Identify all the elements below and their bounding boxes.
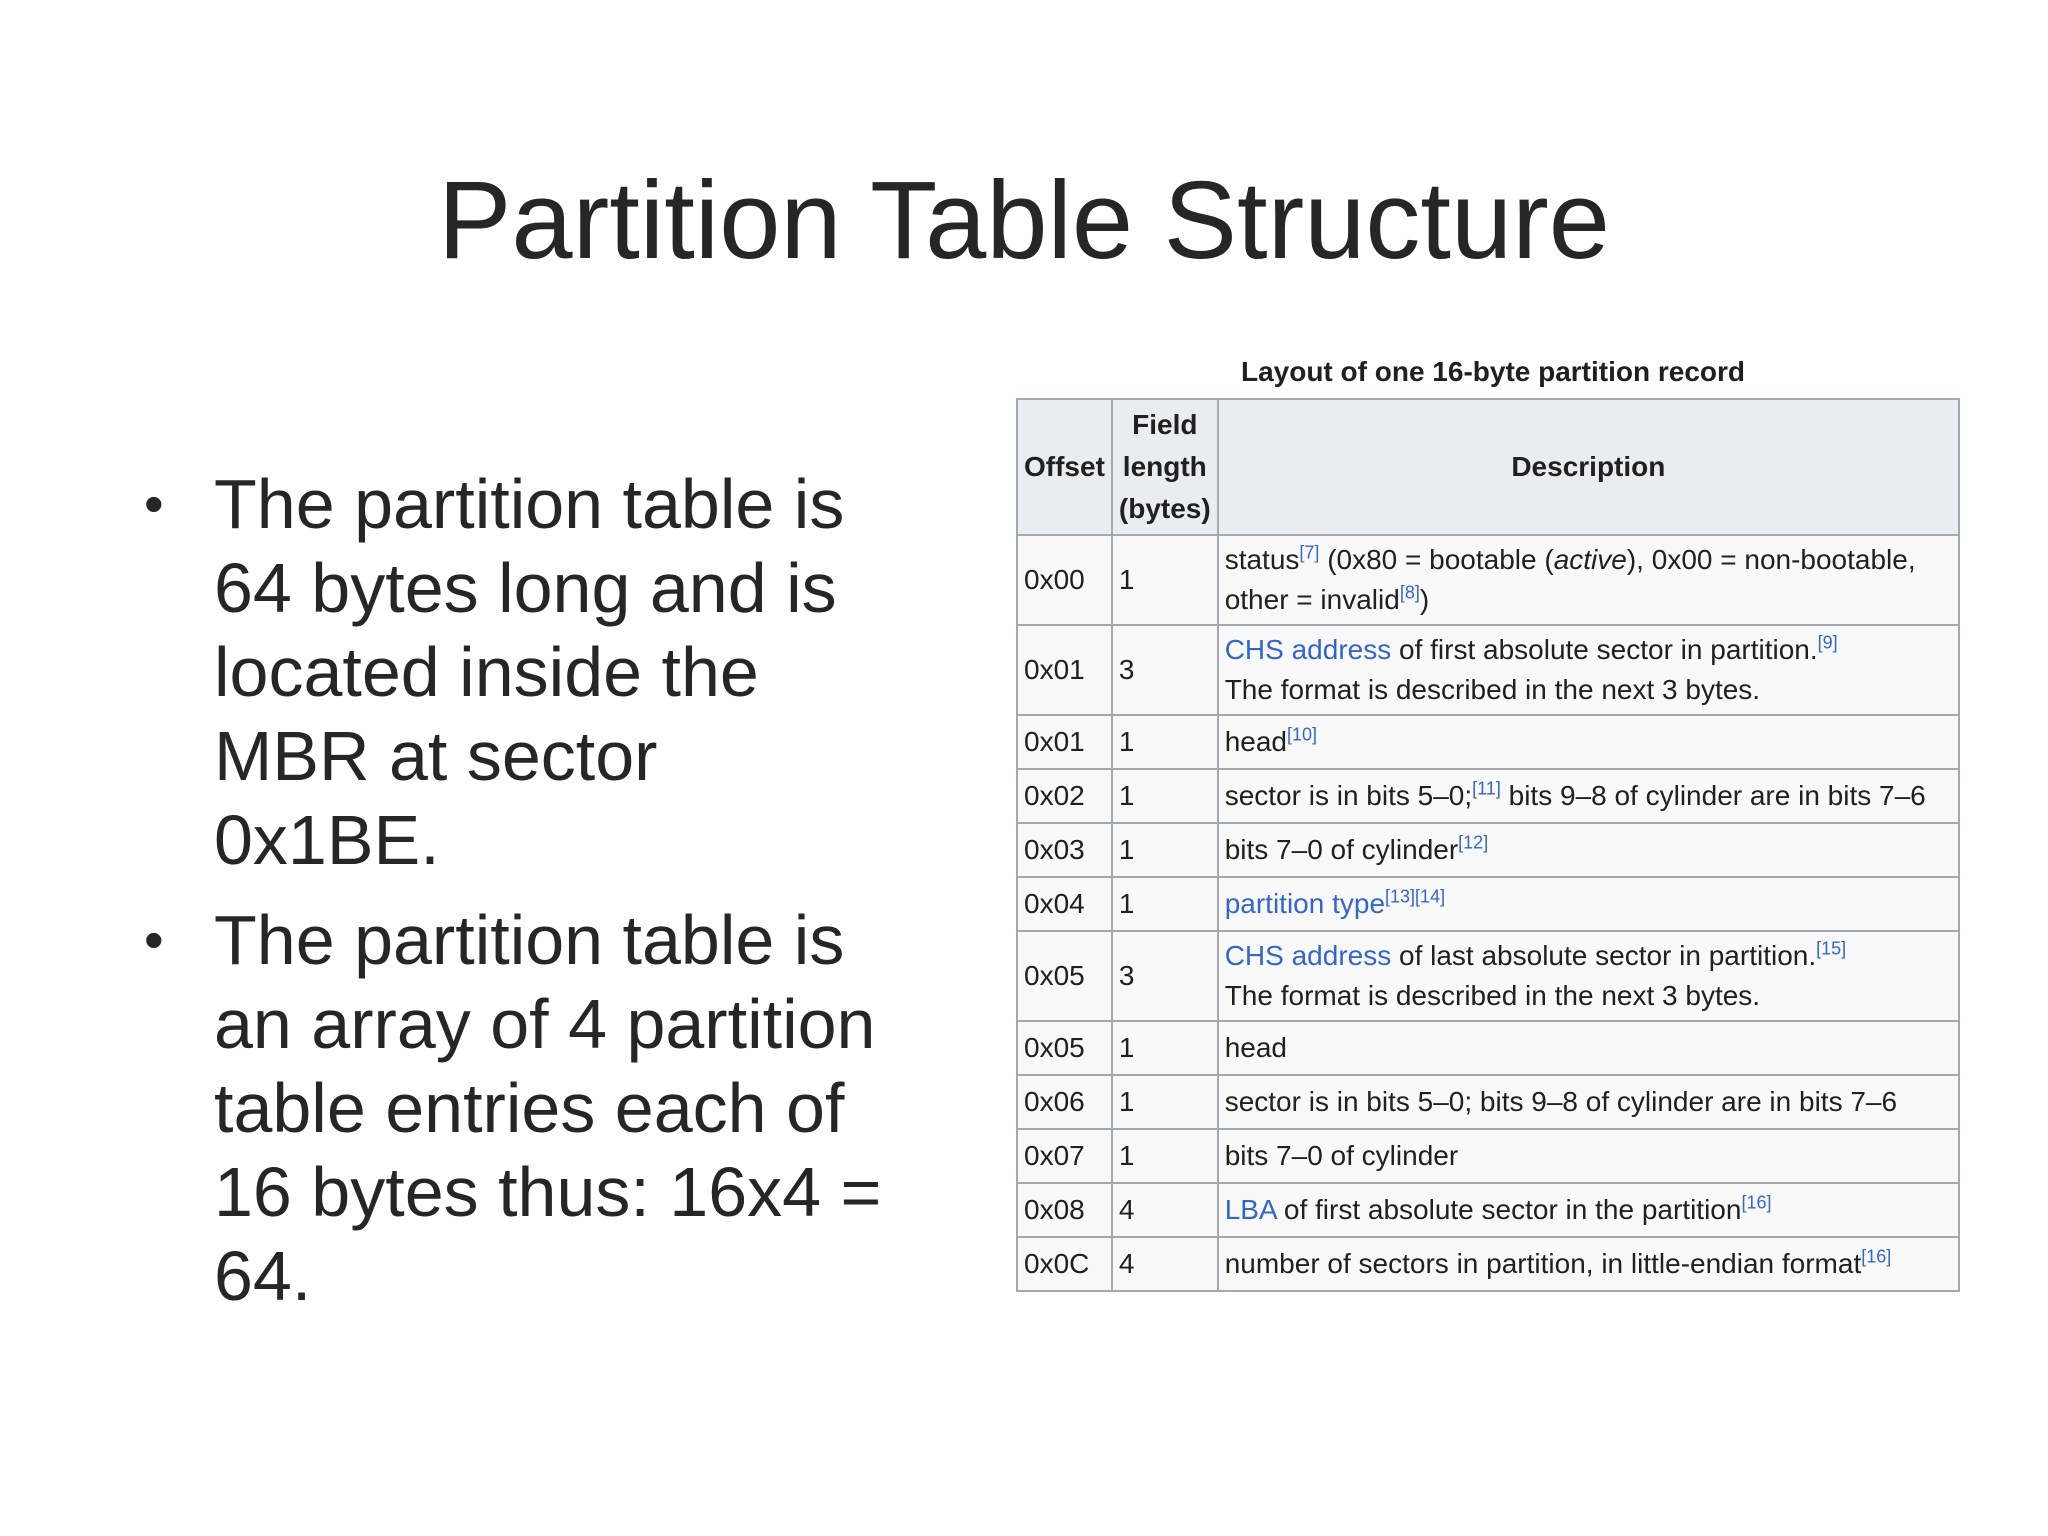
- cell-offset: 0x04: [1017, 877, 1112, 931]
- cell-length: 1: [1112, 769, 1218, 823]
- header-length-line2: length: [1122, 451, 1207, 482]
- citation-link[interactable]: [11]: [1472, 778, 1501, 799]
- desc-text: bits 7–0 of cylinder: [1224, 1140, 1459, 1171]
- cell-offset: 0x01: [1017, 715, 1112, 769]
- table-row: [1017, 1021, 1959, 1075]
- bullet-text: The partition table is 64 bytes long and is located inside the MBR at sector 0x1BE.: [214, 465, 845, 879]
- cell-offset: 0x05: [1017, 931, 1112, 1021]
- cell-offset: 0x07: [1017, 1129, 1112, 1183]
- cell-offset: 0x06: [1017, 1075, 1112, 1129]
- bullet-dot-icon: •: [144, 908, 164, 971]
- cell-length: 1: [1112, 877, 1218, 931]
- bullet-list: [140, 462, 900, 1334]
- cell-offset: 0x03: [1017, 823, 1112, 877]
- desc-text: of first absolute sector in partition.: [1391, 634, 1818, 665]
- chs-address-link[interactable]: CHS address: [1224, 634, 1392, 665]
- cell-offset: 0x0C: [1017, 1237, 1112, 1291]
- table-row: [1017, 931, 1959, 1021]
- table-header-row: [1017, 399, 1959, 535]
- header-field-length: [1112, 399, 1218, 535]
- cell-description: [1218, 823, 1959, 877]
- cell-length: 1: [1112, 1021, 1218, 1075]
- table-caption: Layout of one 16-byte partition record: [1240, 356, 1746, 387]
- table-row: [1017, 625, 1959, 715]
- cell-description: [1218, 535, 1959, 625]
- cell-length: 1: [1112, 823, 1218, 877]
- partition-record-table-container: [1016, 352, 1960, 1292]
- cell-length: 1: [1112, 1129, 1218, 1183]
- cell-description: [1218, 931, 1959, 1021]
- citation-link[interactable]: [10]: [1287, 724, 1318, 745]
- cell-length: 3: [1112, 625, 1218, 715]
- citation-link[interactable]: [7]: [1299, 542, 1320, 563]
- table-row: [1017, 1237, 1959, 1291]
- table-row: [1017, 1183, 1959, 1237]
- cell-description: [1218, 1183, 1959, 1237]
- desc-text: head: [1224, 1032, 1287, 1063]
- cell-offset: 0x02: [1017, 769, 1112, 823]
- desc-text: sector is in bits 5–0;: [1224, 780, 1473, 811]
- desc-text: bits 9–8 of cylinder are in bits 7–6: [1500, 780, 1926, 811]
- table-row: [1017, 877, 1959, 931]
- cell-length: 4: [1112, 1237, 1218, 1291]
- cell-length: 4: [1112, 1183, 1218, 1237]
- bullet-dot-icon: •: [144, 472, 164, 535]
- header-offset: Offset: [1017, 399, 1112, 535]
- citation-link[interactable]: [12]: [1458, 832, 1489, 853]
- citation-link[interactable]: [16]: [1741, 1192, 1772, 1213]
- lba-link[interactable]: LBA: [1224, 1194, 1277, 1225]
- citation-link[interactable]: [9]: [1817, 632, 1838, 653]
- citation-link[interactable]: [8]: [1399, 582, 1420, 603]
- desc-text: number of sectors in partition, in little-endian format: [1224, 1248, 1862, 1279]
- cell-offset: 0x01: [1017, 625, 1112, 715]
- cell-description: [1218, 1237, 1959, 1291]
- table-row: [1017, 535, 1959, 625]
- table-row: [1017, 1075, 1959, 1129]
- cell-length: 1: [1112, 535, 1218, 625]
- citation-link[interactable]: [16]: [1861, 1246, 1892, 1267]
- desc-text: The format is described in the next 3 bytes.: [1224, 980, 1761, 1011]
- cell-description: [1218, 1075, 1959, 1129]
- citation-link[interactable]: [15]: [1816, 938, 1847, 959]
- desc-text: of last absolute sector in partition.: [1391, 940, 1817, 971]
- desc-text: head: [1224, 726, 1287, 757]
- desc-italic-text: active: [1553, 544, 1627, 575]
- cell-description: [1218, 769, 1959, 823]
- desc-text: sector is in bits 5–0; bits 9–8 of cylinder are in bits 7–6: [1224, 1086, 1898, 1117]
- cell-length: 3: [1112, 931, 1218, 1021]
- cell-description: [1218, 625, 1959, 715]
- table-row: [1017, 823, 1959, 877]
- desc-text: (0x80 = bootable (: [1319, 544, 1554, 575]
- cell-length: 1: [1112, 715, 1218, 769]
- chs-address-link[interactable]: CHS address: [1224, 940, 1392, 971]
- bullet-item: [140, 462, 900, 882]
- desc-text: ), 0x00 = non-bootable, other = invalid: [1224, 544, 1916, 615]
- bullet-item: [140, 898, 900, 1318]
- cell-offset: 0x00: [1017, 535, 1112, 625]
- table-row: [1017, 715, 1959, 769]
- bullet-text: The partition table is an array of 4 partition table entries each of 16 bytes thus: 16x4 = 64.: [214, 901, 882, 1315]
- desc-text: of first absolute sector in the partition: [1276, 1194, 1742, 1225]
- cell-description: [1218, 1021, 1959, 1075]
- citation-link[interactable]: [13][14]: [1385, 886, 1446, 907]
- partition-record-table: [1016, 398, 1960, 1292]
- desc-text: ): [1419, 584, 1430, 615]
- desc-text: The format is described in the next 3 bytes.: [1224, 674, 1761, 705]
- slide-title: Partition Table Structure: [438, 159, 1610, 282]
- cell-description: [1218, 1129, 1959, 1183]
- cell-description: [1218, 877, 1959, 931]
- cell-offset: 0x08: [1017, 1183, 1112, 1237]
- header-description: Description: [1218, 399, 1959, 535]
- desc-text: bits 7–0 of cylinder: [1224, 834, 1459, 865]
- cell-length: 1: [1112, 1075, 1218, 1129]
- header-length-line3: (bytes): [1118, 493, 1211, 524]
- cell-offset: 0x05: [1017, 1021, 1112, 1075]
- table-row: [1017, 1129, 1959, 1183]
- header-length-line1: Field: [1132, 409, 1198, 440]
- table-row: [1017, 769, 1959, 823]
- cell-description: [1218, 715, 1959, 769]
- desc-text: status: [1224, 544, 1300, 575]
- partition-type-link[interactable]: partition type: [1224, 888, 1386, 919]
